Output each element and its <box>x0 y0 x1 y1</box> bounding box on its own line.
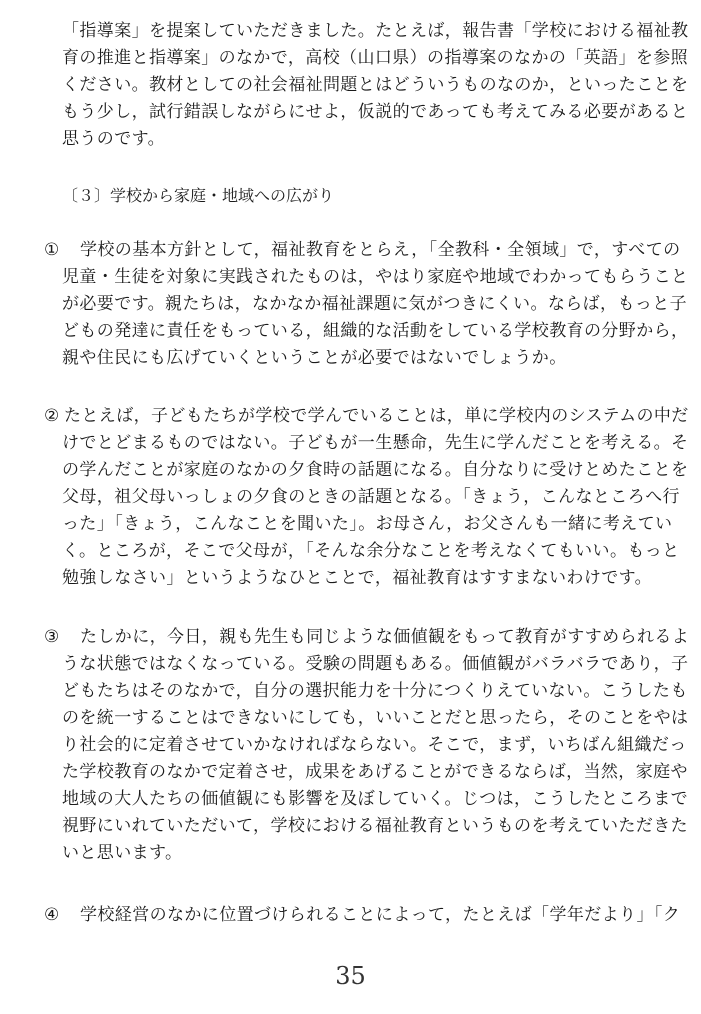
paragraph-line: たとえば，子どもたちが学校で学んでいることは，単に学校内のシステムの中だ <box>64 406 689 426</box>
paragraph-line: く。ところが，そこで父母が，「そんな余分なことを考えなくてもいい。もっと <box>62 541 680 561</box>
paragraph-line: どもの発達に責任をもっている，組織的な活動をしている学校教育の分野から， <box>62 321 689 341</box>
paragraph-line: 勉強しなさい」というようなひとことで，福祉教育はすすまないわけです。 <box>62 568 653 588</box>
paragraph-line: の学んだことが家庭のなかの夕食時の話題になる。自分なりに受けとめたことを <box>62 460 689 480</box>
paragraph-line: いと思います。 <box>62 843 183 863</box>
intro-line: 思うのです。 <box>62 129 166 149</box>
paragraph-marker: ① <box>44 240 60 260</box>
paragraph-line: 学校の基本方針として，福祉教育をとらえ，「全教科・全領域」で，すべての <box>80 240 681 260</box>
paragraph-marker: ③ <box>44 627 60 647</box>
paragraph-line: った」「きょう，こんなことを聞いた」。お母さん，お父さんも一緒に考えてい <box>62 514 673 534</box>
paragraph-line: 地域の大人たちの価値観にも影響を及ぼしていく。じつは，こうしたところまで <box>62 789 689 809</box>
paragraph-line: た学校教育のなかで定着させ，成果をあげることができるならば，当然，家庭や <box>62 762 688 782</box>
paragraph-marker: ④ <box>44 905 60 925</box>
paragraph-line: り社会的に定着させていかなければならない。そこで，まず，いちばん組織だっ <box>62 735 687 755</box>
page-number: 35 <box>335 962 366 990</box>
paragraph-line: 学校経営のなかに位置づけられることによって，たとえば「学年だより」「ク <box>80 905 681 925</box>
paragraph-line: うな状態ではなくなっている。受験の問題もある。価値観がバラバラであり，子 <box>62 654 689 674</box>
section-heading: 〔３〕学校から家庭・地域への広がり <box>62 186 335 205</box>
intro-line: 「指導案」を提案していただきました。たとえば，報告書「学校における福祉教 <box>62 21 689 41</box>
paragraph-line: 親や住民にも広げていくということが必要ではないでしょうか。 <box>62 348 567 368</box>
intro-line: ください。教材としての社会福祉問題とはどういうものなのか，といったことを <box>62 75 689 95</box>
paragraph-line: のを統一することはできないにしても，いいことだと思ったら，そのことをやは <box>62 708 689 728</box>
paragraph-line: 児童・生徒を対象に実践されたものは，やはり家庭や地域でわかってもらうこと <box>62 267 689 287</box>
paragraph-line: 父母，祖父母いっしょの夕食のときの話題となる。「きょう，こんなところへ行 <box>62 487 680 507</box>
paragraph-line: たしかに，今日，親も先生も同じような価値観をもって教育がすすめられるよ <box>80 627 690 647</box>
paragraph-line: けでとどまるものではない。子どもが一生懸命，先生に学んだことを考える。そ <box>62 433 689 453</box>
intro-line: 育の推進と指導案」のなかで，高校（山口県）の指導案のなかの「英語」を参照 <box>62 48 689 68</box>
intro-line: もう少し，試行錯誤しながらにせよ，仮説的であっても考えてみる必要があると <box>62 102 689 122</box>
paragraph-marker: ② <box>44 406 60 426</box>
paragraph-line: 視野にいれていただいて，学校における福祉教育というものを考えていただきた <box>62 816 689 836</box>
paragraph-line: どもたちはそのなかで，自分の選択能力を十分につくりえていない。こうしたも <box>62 681 688 701</box>
paragraph-line: が必要です。親たちは，なかなか福祉課題に気がつきにくい。ならば，もっと子 <box>62 294 688 314</box>
